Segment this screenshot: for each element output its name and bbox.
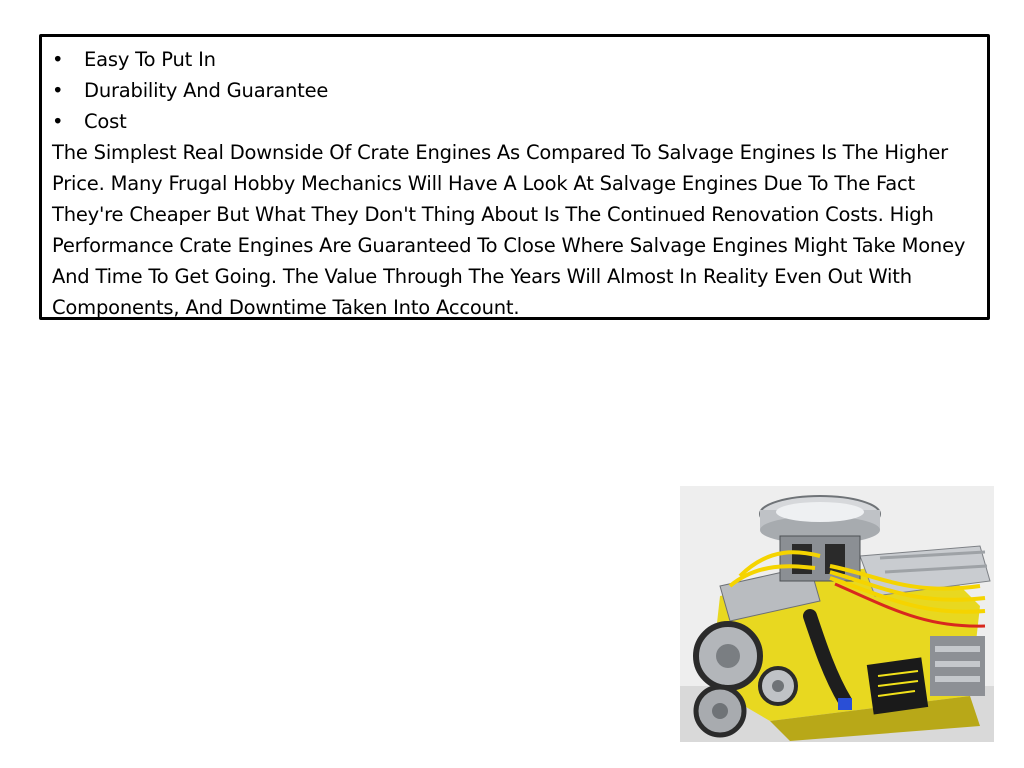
bullet-marker: • bbox=[52, 110, 64, 133]
bullet-item bbox=[52, 44, 977, 75]
bullet-item bbox=[52, 106, 977, 137]
bullet-marker: • bbox=[52, 79, 64, 102]
bullet-label: Cost bbox=[84, 110, 127, 133]
bullet-label: Easy To Put In bbox=[84, 48, 216, 71]
bullet-label: Durability And Guarantee bbox=[84, 79, 329, 102]
bullet-list bbox=[52, 44, 977, 137]
bullet-marker: • bbox=[52, 48, 64, 71]
engine-illustration bbox=[680, 486, 994, 742]
content-text-box bbox=[39, 34, 990, 320]
body-paragraph: The Simplest Real Downside Of Crate Engines As Compared To Salvage Engines Is The Higher Price. Many Frugal Hobby Mechanics Will Have A Look At Salvage Engines Due To The Fact They're Cheaper But What They Don't Thing About Is The Continued Renovation Costs. High Performance Crate Engines Are Guaranteed To Close Where Salvage Engines Might Take Money And Time To Get Going. The Value Through The Years Will Almost In Reality Even Out With Components, And Downtime Taken Into Account. bbox=[52, 141, 966, 319]
bullet-item bbox=[52, 75, 977, 106]
crate-engine-photo bbox=[680, 486, 994, 742]
